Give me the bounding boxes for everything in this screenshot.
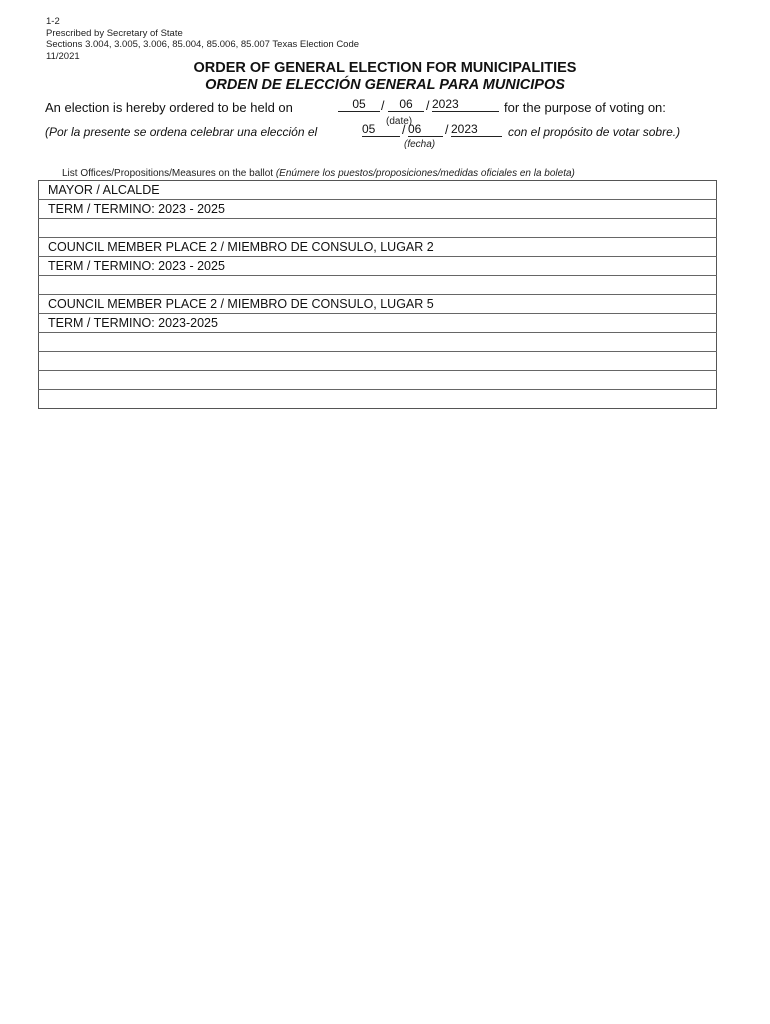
ballot-item-field[interactable]: MAYOR / ALCALDE bbox=[48, 183, 160, 197]
date-separator: / bbox=[445, 123, 449, 137]
order-suffix-english: for the purpose of voting on: bbox=[504, 100, 666, 115]
ballot-item-field[interactable]: TERM / TERMINO: 2023 - 2025 bbox=[39, 200, 717, 219]
date-separator: / bbox=[426, 99, 430, 113]
election-year-field[interactable]: 2023 bbox=[432, 98, 499, 112]
ballot-item-field[interactable]: COUNCIL MEMBER PLACE 2 / MIEMBRO DE CONSULO, LUGAR 2 bbox=[39, 238, 717, 257]
table-row bbox=[39, 333, 717, 352]
table-row bbox=[39, 238, 717, 257]
eleccion-day-field[interactable]: 06 bbox=[408, 123, 443, 137]
revision-date: 11/2021 bbox=[46, 50, 80, 62]
table-row bbox=[39, 181, 717, 200]
order-suffix-spanish: con el propósito de votar sobre.) bbox=[508, 125, 681, 139]
ballot-list-label bbox=[62, 168, 575, 179]
eleccion-month-field[interactable]: 05 bbox=[362, 123, 400, 137]
date-separator: / bbox=[402, 123, 406, 137]
form-header-meta bbox=[46, 16, 359, 62]
ballot-item-field[interactable] bbox=[39, 371, 717, 390]
ballot-item-field[interactable]: COUNCIL MEMBER PLACE 2 / MIEMBRO DE CONSULO, LUGAR 5 bbox=[39, 295, 717, 314]
table-row bbox=[39, 390, 717, 409]
ballot-item-field[interactable] bbox=[39, 390, 717, 409]
ballot-items-table bbox=[38, 180, 717, 409]
order-prefix-english: An election is hereby ordered to be held on bbox=[45, 100, 293, 115]
form-number: 1-2 bbox=[46, 16, 60, 27]
fecha-caption: (fecha) bbox=[404, 139, 436, 150]
date-separator: / bbox=[381, 99, 385, 113]
ballot-item-field[interactable]: TERM / TERMINO: 2023-2025 bbox=[39, 314, 717, 333]
table-row bbox=[39, 200, 717, 219]
code-sections: Sections 3.004, 3.005, 3.006, 85.004, 85.006, 85.007 Texas Election Code bbox=[46, 39, 360, 50]
table-row bbox=[39, 276, 717, 295]
ballot-item-field[interactable] bbox=[39, 219, 717, 238]
table-row bbox=[39, 314, 717, 333]
table-row bbox=[39, 352, 717, 371]
ballot-item-field[interactable]: TERM / TERMINO: 2023 - 2025 bbox=[39, 257, 717, 276]
ballot-item-field[interactable] bbox=[39, 352, 717, 371]
table-row bbox=[39, 371, 717, 390]
order-prefix-spanish: (Por la presente se ordena celebrar una elección el bbox=[45, 125, 318, 139]
election-day-field[interactable]: 06 bbox=[388, 98, 424, 112]
table-row bbox=[39, 219, 717, 238]
table-row bbox=[39, 257, 717, 276]
ballot-item-field[interactable] bbox=[39, 333, 717, 352]
election-month-field[interactable]: 05 bbox=[338, 98, 380, 112]
ballot-list-label-english: List Offices/Propositions/Measures on the ballot bbox=[62, 168, 274, 179]
page-title-english: ORDER OF GENERAL ELECTION FOR MUNICIPALITIES bbox=[193, 60, 577, 76]
prescribed-by: Prescribed by Secretary of State bbox=[46, 27, 183, 39]
page-title-spanish: ORDEN DE ELECCIÓN GENERAL PARA MUNICIPOS bbox=[205, 77, 565, 93]
eleccion-year-field[interactable]: 2023 bbox=[451, 123, 502, 137]
date-caption: (date) bbox=[386, 116, 413, 127]
ballot-list-label-spanish: (Enúmere los puestos/proposiciones/medidas oficiales en la boleta) bbox=[275, 168, 575, 179]
table-row bbox=[39, 295, 717, 314]
ballot-item-field[interactable] bbox=[39, 276, 717, 295]
